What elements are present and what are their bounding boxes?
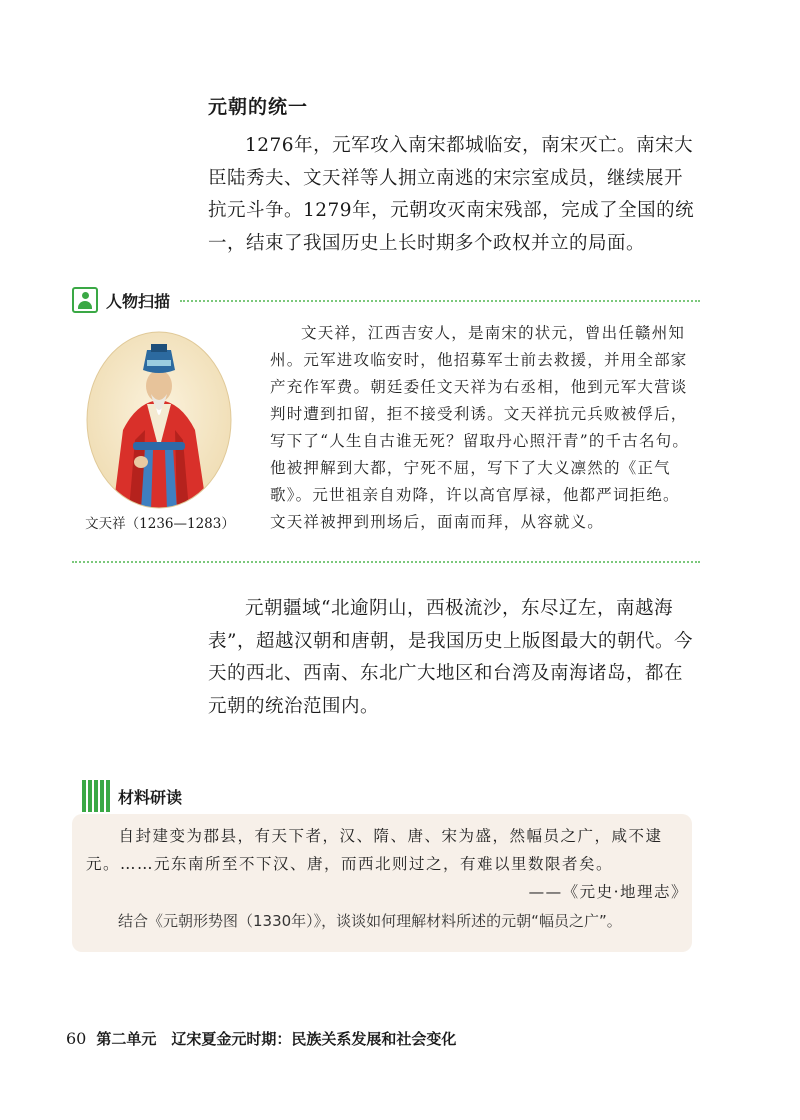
material-quote: 自封建变为郡县，有天下者，汉、隋、唐、宋为盛，然幅员之广，咸不逮元。……元东南所至不下汉、唐，而西北则过之，有难以里数限者矣。 <box>86 827 663 873</box>
material-source: ——《元史·地理志》 <box>528 883 688 901</box>
paragraph-unification: 1276年，元军攻入南宋都城临安，南宋灭亡。南宋大臣陆秀夫、文天祥等人拥立南逃的宋宗室成员，继续展开抗元斗争。1279年，元朝攻灭南宋残部，完成了全国的统一，结束了我国历史上长时期多个政权并立的局面。 <box>208 135 695 254</box>
figure-box-header <box>72 287 700 313</box>
page-footer <box>66 1028 456 1049</box>
wen-tianxiang-portrait <box>85 330 233 510</box>
material-question: 结合《元朝形势图（1330年）》，谈谈如何理解材料所述的元朝“幅员之广”。 <box>118 912 622 930</box>
portrait-caption: 文天祥（1236—1283） <box>85 516 235 532</box>
section-title: 元朝的统一 <box>208 96 309 118</box>
unit-title: 第二单元 辽宋夏金元时期：民族关系发展和社会变化 <box>96 1030 457 1048</box>
page-number: 60 <box>66 1029 87 1048</box>
book-icon <box>82 780 110 812</box>
dotted-divider <box>180 300 700 302</box>
material-box-label: 材料研读 <box>118 787 183 807</box>
person-icon <box>72 287 98 313</box>
material-box-header <box>82 780 182 812</box>
paragraph-territory: 元朝疆域“北逾阴山，西极流沙，东尽辽左，南越海表”，超越汉朝和唐朝，是我国历史上版图最大的朝代。今天的西北、西南、东北广大地区和台湾及南海诸岛，都在元朝的统治范围内。 <box>208 598 693 717</box>
dotted-divider-bottom <box>72 561 700 563</box>
figure-box-text: 文天祥，江西吉安人，是南宋的状元，曾出任赣州知州。元军进攻临安时，他招募军士前去救援，并用全部家产充作军费。朝廷委任文天祥为右丞相，他到元军大营谈判时遭到扣留，拒不接受利诱。文天祥抗元兵败被俘后，写下了“人生自古谁无死？留取丹心照汗青”的千古名句。他被押解到大都，宁死不屈，写下了大义凛然的《正气歌》。元世祖亲自劝降，许以高官厚禄，他都严词拒绝。文天祥被押到刑场后，面南而拜，从容就义。 <box>270 324 690 531</box>
figure-box-label: 人物扫描 <box>106 291 171 311</box>
